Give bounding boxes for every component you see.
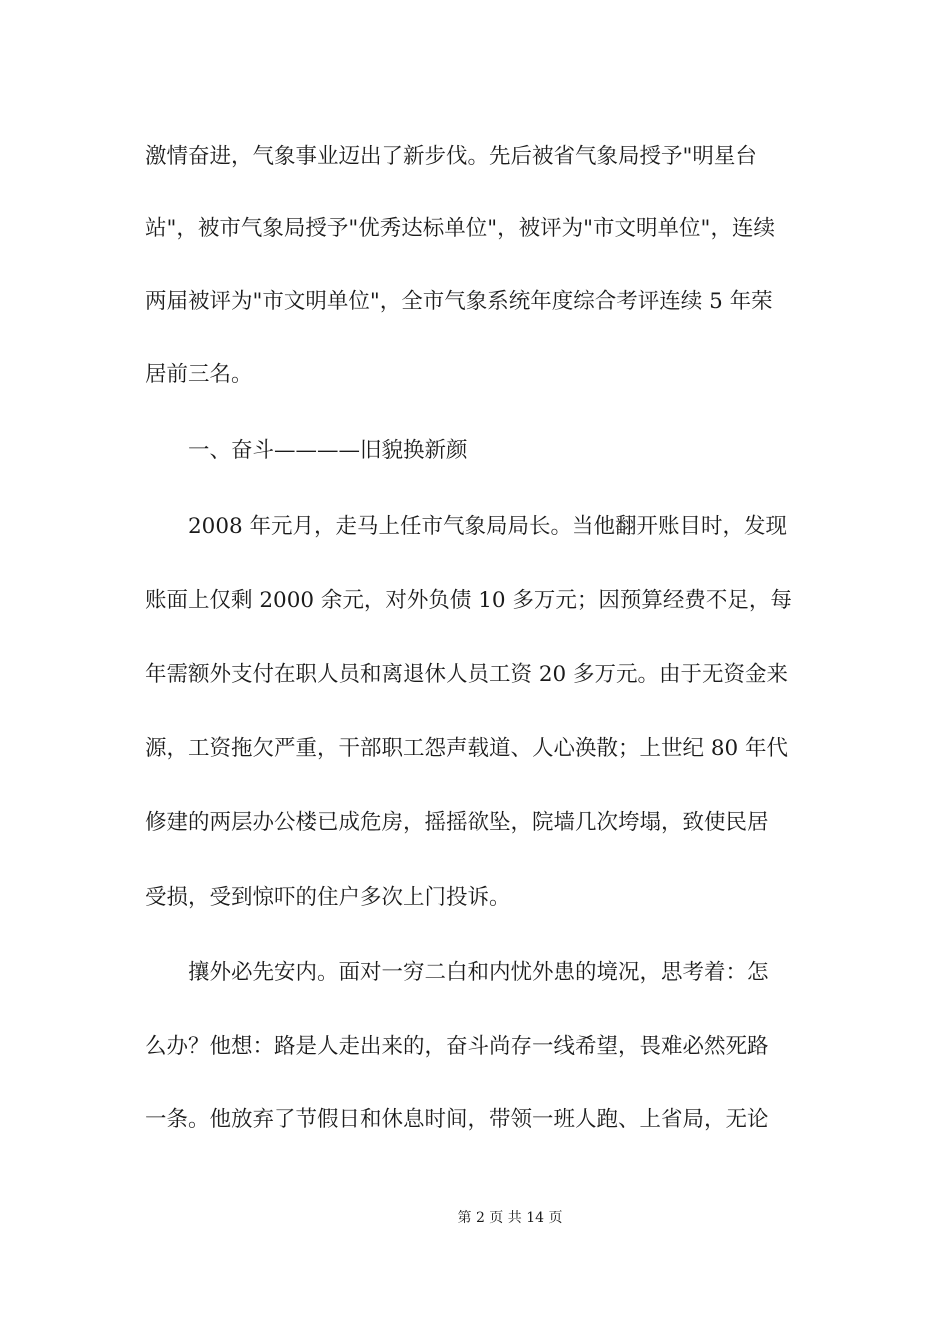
text-line: 一条。他放弃了节假日和休息时间，带领一班人跑、上省局，无论 (145, 1107, 769, 1132)
text-line: 源，工资拖欠严重，干部职工怨声载道、人心涣散；上世纪 80 年代 (145, 736, 789, 761)
text-line: 激情奋进，气象事业迈出了新步伐。先后被省气象局授予"明星台 (145, 144, 757, 169)
text-line: 居前三名。 (145, 362, 253, 387)
text-line: 两届被评为"市文明单位"，全市气象系统年度综合考评连续 5 年荣 (145, 289, 773, 314)
text-line: 修建的两层办公楼已成危房，摇摇欲坠，院墙几次垮塌，致使民居 (145, 810, 769, 835)
text-line: 受损，受到惊吓的住户多次上门投诉。 (145, 885, 511, 910)
text-line: 年需额外支付在职人员和离退休人员工资 20 多万元。由于无资金来 (145, 662, 789, 687)
text-line: 2008 年元月，走马上任市气象局局长。当他翻开账目时，发现 (145, 514, 788, 539)
section-heading: 一、奋斗————旧貌换新颜 (145, 438, 468, 463)
text-line: 账面上仅剩 2000 余元，对外负债 10 多万元；因预算经费不足，每 (145, 588, 792, 613)
text-line: 么办？他想：路是人走出来的，奋斗尚存一线希望，畏难必然死路 (145, 1034, 769, 1059)
text-line: 站"，被市气象局授予"优秀达标单位"，被评为"市文明单位"，连续 (145, 216, 775, 241)
page-number-footer: 第 2 页 共 14 页 (457, 1210, 563, 1226)
text-line: 攘外必先安内。面对一穷二白和内忧外患的境况，思考着：怎 (145, 960, 769, 985)
